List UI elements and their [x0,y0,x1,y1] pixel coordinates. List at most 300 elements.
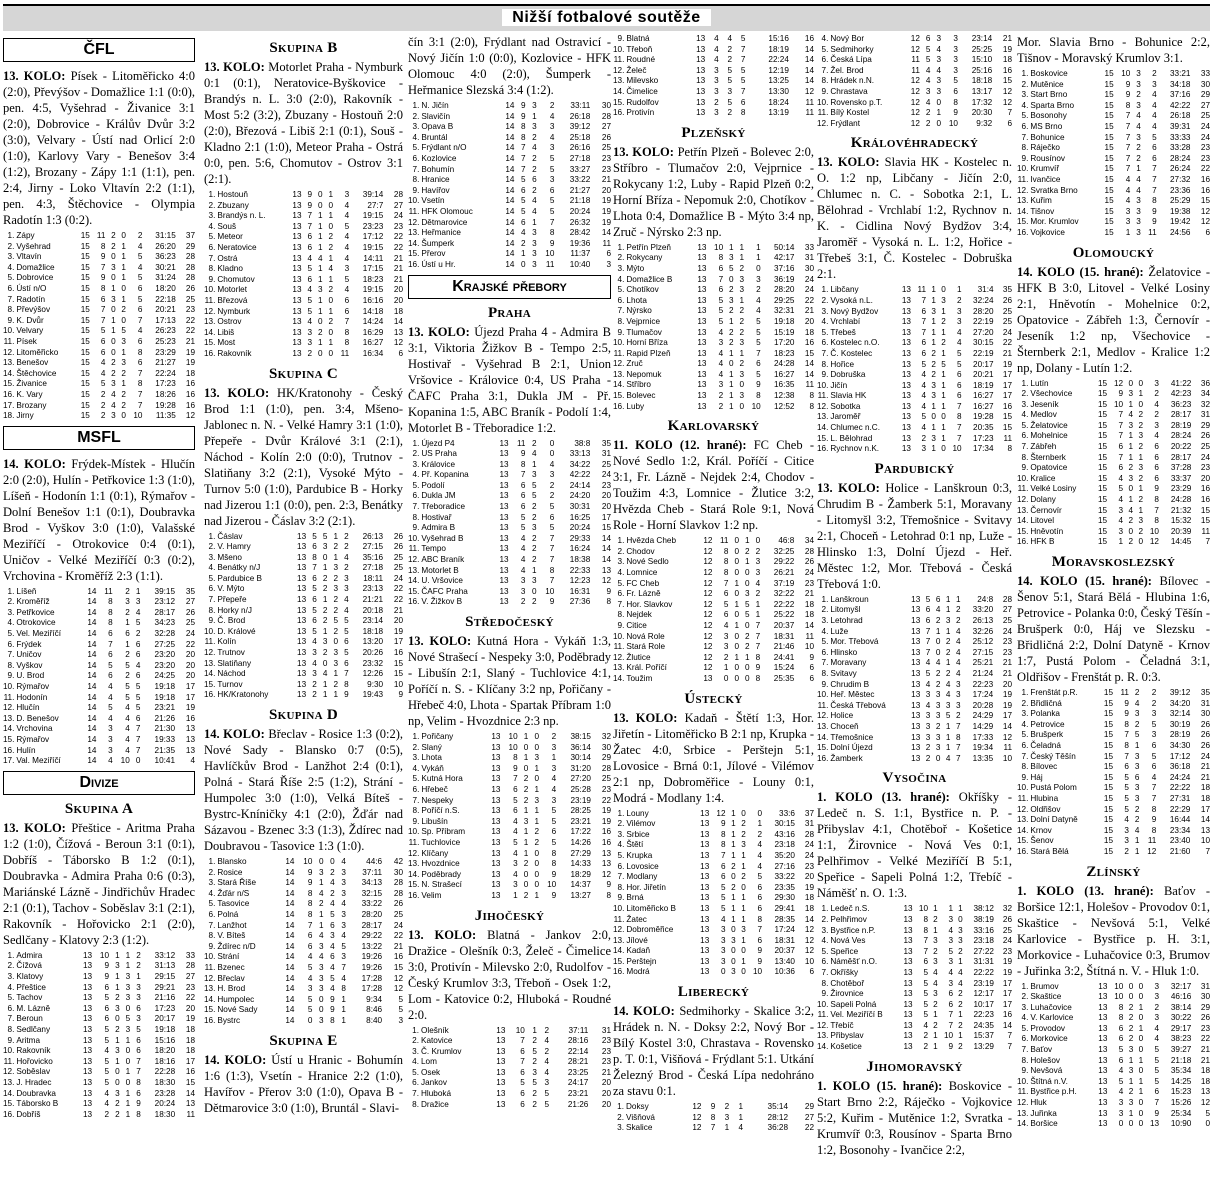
table-row [408,133,611,144]
team-name: Ostrov [217,317,242,327]
position-cell: 13. [1017,505,1029,515]
position-cell: 8. [1021,143,1029,153]
stat-cell: 8 [957,412,962,422]
stat-cell: 6 [108,671,113,681]
position-cell: 16. [408,890,420,900]
round-label: 14. KOLO (15. hrané): [1017,264,1149,279]
stat-cell: 10 [918,904,928,914]
score-cell: 23:18 [973,936,994,946]
league-section [817,135,1012,455]
table-row [408,1036,611,1047]
table-row [408,785,611,796]
stat-cell: 0 [318,317,323,327]
stat-cell: 0 [941,444,946,454]
score-cell: 23:29 [1170,484,1192,494]
position-cell: 10. [817,97,829,107]
stat-cell: 3 [720,946,726,956]
stat-cell: 3 [322,542,328,552]
stat-cell: 1 [741,861,746,871]
team-name: Pořičany [421,732,454,741]
stat-cell: 0 [731,946,736,956]
stat-cell: 7 [520,1036,525,1046]
table-row [817,957,1012,968]
points-cell: 30 [601,101,611,110]
points-cell: 15 [601,523,611,533]
table-row [204,680,403,691]
points-cell: 25 [393,552,403,562]
score-cell: 27:16 [774,861,795,871]
points-cell: 11 [1003,743,1012,753]
stat-cell: 0 [723,673,729,683]
stat-cell: 8 [307,909,313,919]
score-cell: 44:6 [366,857,383,866]
stat-cell: 5 [923,1010,928,1020]
stat-cell: 2 [523,859,529,869]
stat-cell: 9 [136,1099,141,1109]
table-row [613,547,814,558]
table-row [408,796,611,807]
position-cell: 15. [613,97,625,107]
stat-cell: 7 [1152,185,1157,195]
stat-cell: 6 [723,610,729,620]
match-results: Kadaň - Štětí 1:3, Hor. Jiřetín - Litoměřicko B 2:1 np, Krupka - Žatec 4:0, Srbice - Perštejn 5:1, Lovosice - Brná 0:1, Jílové - Vilémov 2:1 np, Dobroměřice - Louny 0:1, Modrá - Modlany 1:4. [613,710,814,805]
table-row [408,544,611,555]
table-row [408,523,611,534]
table-row [204,878,403,889]
table-row [1017,217,1210,228]
position-cell: 8. [1021,762,1029,772]
table-row [613,66,814,77]
stat-cell: 15 [80,411,90,421]
table-row [3,618,195,629]
stat-cell: 15 [1097,452,1108,462]
stat-cell: 13 [491,806,501,816]
round-label: 13. KOLO: [408,927,488,942]
stat-cell: 3 [1136,227,1141,237]
score-cell: 38:8 [574,438,591,448]
stat-cell: 3 [1134,783,1140,793]
stat-cell: 0 [734,663,740,673]
stat-cell: 13 [697,338,707,348]
points-cell: 20 [601,1089,611,1099]
column-4 [613,34,814,1138]
position-cell: 3. [617,829,625,839]
table-row [408,817,611,828]
stat-cell: 3 [344,573,349,583]
position-cell: 15. [3,1099,15,1109]
stat-cell: 3 [318,867,324,877]
stat-cell: 1 [933,904,938,914]
stat-cell: 10 [948,118,958,128]
stat-cell: 2 [121,305,126,315]
team-name: V. Hamry [217,542,251,552]
stat-cell: 5 [957,348,962,358]
round-label: 14. KOLO (15. hrané): [1017,574,1160,588]
score-cell: 18:31 [773,631,795,641]
team-name: Luhačovice [1030,1002,1072,1012]
position-cell: 2. [1021,992,1029,1002]
match-results: Písek - Litoměřicko 4:0 (2:0), Převýšov - Domažlice 1:1 (0:0), pen. 4:5, Vyšehrad - Živanice 3:1 (2:0), Dobrovice - Králův Dvůr 3:2 (3:0), Velvary - Ústí nad Orlicí 2:0 (1:0), Karlovy Vary - Benešov 3:4 (1:2), Brozany - Zápy 1:1 (1:1), pen. 2:4, Jirny - Loko Vltavín 2:2 (1:1), pen. 4:3, Štěchovice - Olympia Radotín 1:3 (0:2). [3,69,195,227]
team-name: Vel. Meziříčí [16,629,61,639]
points-cell: 19 [1002,359,1012,369]
position-cell: 15. [204,1005,216,1015]
score-cell: 20:30 [971,108,993,118]
points-cell: 19 [185,1014,195,1024]
points-cell: 23 [601,1036,611,1046]
score-cell: 10:17 [973,999,994,1009]
position-cell: 5. [7,993,15,1003]
stat-cell: 1 [931,338,936,348]
stat-cell: 6 [312,573,317,583]
position-cell: 2. [617,253,625,263]
stat-cell: 1 [318,920,324,930]
stat-cell: 14 [87,597,97,607]
stat-cell: 3 [720,925,726,935]
score-cell: 25:18 [569,132,591,142]
stat-cell: 2 [1154,410,1159,420]
stat-cell: 1 [534,806,540,816]
stat-cell: 5 [137,294,143,304]
stat-cell: 13 [911,732,921,742]
team-name: V. Bíteš [217,931,246,941]
stat-cell: 4 [1154,431,1159,441]
points-cell: 18 [185,1024,195,1034]
score-cell: 42:22 [569,470,591,480]
team-name: M. Lázně [16,1003,51,1013]
points-cell: 8 [606,597,611,607]
stat-cell: 15 [1097,473,1108,483]
position-cell: 5. [1021,1023,1029,1033]
position-cell: 15. [408,586,420,596]
stat-cell: 8 [718,253,724,263]
stat-cell: 5 [307,295,313,305]
score-cell: 19:33 [154,735,176,744]
stat-cell: 15 [1104,217,1114,227]
points-cell: 25 [601,459,611,469]
stat-cell: 14 [505,164,515,174]
score-cell: 23:20 [154,650,176,660]
points-cell: 14 [804,55,814,65]
stat-cell: 7 [1124,730,1129,740]
team-name: Český Těšín [1030,751,1076,761]
position-cell: 11. [817,391,829,401]
stat-cell: 3 [549,470,555,480]
points-cell: 13 [1200,1087,1210,1097]
points-cell: 28 [804,546,814,556]
stat-cell: 7 [957,433,962,443]
stat-cell: 2 [549,480,555,490]
score-cell: 13:17 [971,86,993,96]
team-name: Blatná [626,34,650,43]
round-results [1017,264,1210,376]
stat-cell: 6 [312,616,317,626]
team-name: Dobroměřice [626,925,674,935]
score-cell: 32:25 [773,546,795,556]
stat-cell: 0 [318,994,324,1004]
score-cell: 19:28 [155,400,176,410]
stat-cell: 11 [1147,836,1157,846]
position-cell: 12. [1017,495,1029,505]
standings-table [613,34,814,119]
table-row [613,285,814,296]
table-row [3,1025,195,1036]
points-cell: 21 [601,175,611,185]
stat-cell: 8 [923,925,928,935]
stat-cell: 3 [1128,1066,1134,1076]
score-cell: 19:26 [361,952,383,962]
score-cell: 27:7 [367,200,384,210]
score-cell: 20:37 [774,946,795,956]
table-row [613,34,814,45]
stat-cell: 14 [505,228,515,238]
stat-cell: 0 [318,200,323,210]
stat-cell: 4 [513,848,518,858]
stat-cell: 7 [312,563,317,573]
points-cell: 21 [601,1067,611,1077]
table-row [817,915,1012,926]
points-cell: 21 [1200,1055,1210,1065]
points-cell: 30 [1200,709,1210,719]
stat-cell: 1 [731,850,736,860]
team-name: Most [217,338,236,348]
stat-cell: 3 [1118,1108,1124,1118]
table-row [1017,474,1210,485]
score-cell: 27:29 [570,848,591,858]
position-cell: 5. [412,143,420,153]
table-row [817,423,1012,434]
stat-cell: 0 [731,872,736,882]
stat-cell: 0 [1138,378,1143,388]
table-row [1017,836,1210,847]
team-name: Chodov [626,546,655,556]
stat-cell: 0 [111,347,116,357]
stat-cell: 15 [1104,206,1114,216]
position-cell: 14. [3,1088,15,1098]
position-cell: 4. [7,982,15,992]
stat-cell: 7 [755,631,761,641]
stat-cell: 5 [923,999,928,1009]
stat-cell: 6 [344,658,349,668]
team-name: Přeštice [16,982,46,992]
stat-cell: 13 [499,491,509,501]
score-cell: 13:35 [972,753,994,763]
stat-cell: 5 [745,599,750,609]
stat-cell: 1 [936,108,942,118]
stat-cell: 12 [910,86,920,96]
round-results [817,789,1012,901]
stat-cell: 2 [333,542,338,552]
stat-cell: 7 [135,724,141,734]
stat-cell: 7 [756,348,761,358]
stat-cell: 5 [1154,1076,1160,1086]
stat-cell: 1 [318,274,323,284]
table-row [204,690,403,701]
stat-cell: 12 [910,44,920,54]
stat-cell: 3 [532,122,537,132]
team-name: Aritma [16,1035,41,1045]
points-cell: 16 [804,338,814,348]
stat-cell: 13 [700,925,710,935]
stat-cell: 5 [307,306,313,316]
stat-cell: 2 [328,317,334,327]
stat-cell: 2 [532,544,537,554]
stat-cell: 0 [115,1014,120,1024]
stat-cell: 13 [697,274,707,284]
stat-cell: 13 [82,950,93,960]
stat-cell: 2 [1138,410,1143,420]
points-cell: 13 [601,848,611,858]
position-cell: 12. [204,973,216,983]
stat-cell: 13 [297,679,307,689]
team-name: Humpolec [217,994,255,1004]
position-cell: 4. [821,34,829,43]
points-cell: 7 [1205,537,1210,547]
team-name: Petrovice [1030,719,1065,729]
table-row [204,349,403,360]
team-name: Hranice [421,175,450,185]
stat-cell: 4 [925,658,931,668]
team-name: Baťov [1030,1045,1053,1055]
score-cell: 22:29 [1169,804,1191,814]
score-cell: 21:21 [362,595,384,605]
position-cell: 11. [408,544,420,554]
stat-cell: 2 [111,358,116,368]
standings-table [817,285,1012,455]
points-cell: 27 [185,597,195,607]
stat-cell: 4 [344,552,349,562]
stat-cell: 15 [1097,537,1108,547]
table-row [408,239,611,250]
stat-cell: 3 [948,914,954,924]
stat-cell: 3 [723,642,729,652]
stat-cell: 1 [739,253,744,263]
stat-cell: 5 [1118,484,1124,494]
score-cell: 19:36 [569,238,591,248]
stat-cell: 4 [312,658,317,668]
stat-cell: 2 [1134,804,1140,814]
league-section [1017,34,1210,239]
position-cell: 11. [204,962,216,972]
stat-cell: 13 [911,743,921,753]
stat-cell: 3 [955,690,961,700]
stat-cell: 13 [297,648,307,658]
stat-cell: 1 [115,971,120,981]
points-cell: 24 [804,840,814,850]
team-name: Dukla JM [421,491,456,501]
score-cell: 29:17 [1170,1023,1192,1033]
position-cell: 11. [1017,174,1029,184]
stat-cell: 3 [135,597,141,607]
team-name: Protivín [626,108,655,118]
stat-cell: 4 [1128,410,1134,420]
team-name: Rapid Plzeň [626,348,671,358]
position-cell: 15. [613,391,625,401]
table-row [1017,1098,1210,1109]
stat-cell: 7 [549,555,555,565]
stat-cell: 1 [731,903,736,913]
table-row [204,952,403,963]
stat-cell: 3 [739,285,744,295]
team-name: Frýdlant n/O [421,143,467,153]
stat-cell: 2 [111,241,116,251]
stat-cell: 1 [755,610,761,620]
score-cell: 42:22 [1169,100,1191,110]
stat-cell: 6 [757,893,763,903]
stat-cell: 3 [544,1078,550,1088]
stat-cell: 0 [731,925,736,935]
stat-cell: 10 [508,732,518,741]
match-results: FC Cheb - Nové Sedlo 1:2, Král. Poříčí - Citice 3:1, Fr. Lázně - Nejdek 2:4, Chodov - Toužim 4:3, Lomnice - Žlutice 3:2, Hvězda Cheb - Stará Role 9:1, Nová Role - Horní Slavkov 1:2 np. [613,438,814,533]
team-name: Skalice [626,1123,653,1133]
stat-cell: 15 [1103,719,1114,729]
stat-cell: 2 [125,671,130,681]
stat-cell: 3 [1136,206,1141,216]
stat-cell: 8 [1154,516,1159,526]
table-row [3,1036,195,1047]
points-cell: 22 [1002,338,1012,348]
table-row [1017,154,1210,165]
position-cell: 2. [821,295,829,305]
team-name: Bohunice [1030,132,1065,142]
team-name: Petřkovice [16,607,55,617]
team-name: Stará Říše [217,878,257,888]
stat-cell: 11 [1120,688,1129,697]
stat-cell: 2 [312,690,317,700]
stat-cell: 1 [933,1042,938,1052]
team-name: Svitavy [830,669,857,678]
table-row [1017,699,1210,710]
stat-cell: 4 [936,44,942,54]
score-cell: 33:22 [361,899,383,909]
stat-cell: 7 [1125,153,1131,163]
stat-cell: 0 [111,305,116,315]
team-name: Doubravka [16,1088,56,1098]
position-cell: 16. [3,1109,15,1119]
stat-cell: 1 [945,594,951,604]
stat-cell: 10 [943,1031,954,1041]
stat-cell: 6 [513,806,518,816]
stat-cell: 13 [901,295,911,305]
points-cell: 11 [602,238,611,248]
table-row [204,553,403,564]
score-cell: 28:24 [1169,153,1191,163]
team-name: Luby [626,401,645,411]
stat-cell: 2 [111,368,116,378]
stat-cell: 2 [755,546,761,556]
stat-cell: 13 [700,903,710,913]
points-cell: 16 [185,400,195,410]
stat-cell: 13 [82,982,93,992]
position-cell: 8. [821,669,829,678]
team-name: Březová [217,295,248,305]
score-cell: 21:26 [154,713,176,723]
stat-cell: 0 [1128,992,1134,1002]
score-cell: 27:18 [569,153,591,163]
team-name: Okříšky [830,967,859,977]
score-cell: 16:31 [569,586,591,596]
stat-cell: 2 [955,616,961,626]
stat-cell: 7 [341,962,346,972]
team-name: Mšeno [217,552,242,562]
position-cell: 8. [208,264,216,274]
score-cell: 46:16 [1170,992,1192,1002]
team-name: Čížová [16,961,42,971]
score-cell: 30:15 [774,819,795,829]
stat-cell: 0 [734,631,740,641]
stat-cell: 5 [1154,1055,1160,1065]
table-row [408,165,611,176]
stat-cell: 1 [756,253,761,263]
